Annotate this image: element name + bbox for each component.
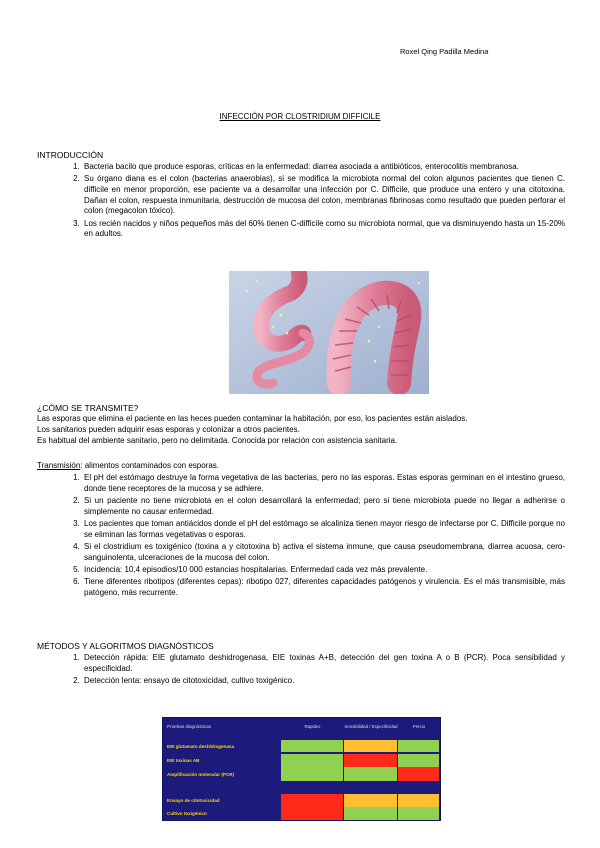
table-row [163,767,440,781]
author-name: Roxel Qing Padilla Medina [400,47,489,56]
table-row [163,794,440,807]
test-name: EIE toxinas AB [167,758,200,763]
test-name: Ensayo de citotoxicidad [167,798,220,803]
table-header-sensitivity: Sensibilidad / Especificidad [344,724,398,729]
rating-cell [281,767,344,781]
test-name: Cultivo toxigénico [167,811,207,816]
list-item: 2. Si un paciente no tiene microbiota en el colon desarrollará la enfermedad; pero si tiene microbiota puede no llegar a adherirse o simplemente no causar enfermedad. [82,496,565,517]
document-title: INFECCIÓN POR CLOSTRIDIUM DIFFICILE [219,112,381,121]
colon-stomach-image [229,271,429,394]
transmission-line: Las esporas que elimina el paciente en las heces pueden contaminar la habitación, por eso, los pacientes están aislados. [37,414,468,423]
table-row [163,754,440,767]
rating-cell [344,781,398,794]
test-name: Amplificación molecular (PCR) [167,771,235,777]
transmission-heading: ¿CÓMO SE TRANSMITE? [37,403,139,413]
list-item: 6. Tiene diferentes ribotipos (diferentes cepas): ribotipo 027, diferentes capacidades patógenos y virulencia. Es el más transmisible, más patógeno, más recurrente. [82,577,565,598]
list-item: 3. Los pacientes que toman antiácidos donde el pH del estómago se alcaliniza tienen mayor riesgo de infectarse por C. Difficile porque no se eliminan las formas vegetativas o esporas. [82,519,565,540]
transmission-label: Transmisión [37,461,81,470]
transmission-subheading [37,461,565,472]
transmission-list [37,473,565,600]
table-header-speed: Rapidez [304,724,321,729]
table-header-price: Precio [412,724,426,729]
transmission-label-rest: : alimentos contaminados con esporas. [80,461,220,470]
diagnostic-table [162,717,441,821]
list-item: 2. Detección lenta: ensayo de citotoxicidad, cultivo toxigénico. [82,676,565,687]
list-item: 1. El pH del estómago destruye la forma vegetativa de las bacterias, pero no las esporas. Estas esporas germinan en el intestino grueso, donde tiene receptores de la mucosa y se adhiere. [82,473,565,494]
test-name [163,781,281,794]
rating-cell [344,754,398,767]
rating-cell [398,794,440,807]
intestine-illustration [229,271,429,394]
list-item: 2. Su órgano diana es el colon (bacterias anaerobias), si se modifica la microbiota normal del colon algunos pacientes que tienen C. difficile en menor proporción, ese paciente va a desarrollar una infección por C. Difficile, que produce una entero y una citotoxina. Dañan el colon, respuesta inmunitaria, destrucción de mucosa del colon, membranas fibrinosas como resultado que pueden perforar el colon (megacolon tóxico). [82,174,565,216]
rating-cell [398,767,440,781]
intro-list [37,162,565,242]
rating-cell [398,754,440,767]
rating-cell [398,807,440,820]
rating-cell [344,767,398,781]
rating-cell [398,740,440,752]
table-header-row [163,718,440,735]
rating-cell [398,781,440,794]
rating-cell [281,740,344,752]
rating-cell [281,807,344,820]
rating-cell [344,794,398,807]
rating-cell [344,740,398,752]
list-item: 3. Los recién nacidos y niños pequeños más del 60% tienen C-difficile como su microbiota normal, que va disminuyendo hasta un 15-20% en adultos. [82,219,565,240]
intro-heading: INTRODUCCIÓN [37,150,104,160]
table-row [163,740,440,752]
rating-cell [281,794,344,807]
methods-heading: MÉTODOS Y ALGORITMOS DIAGNÓSTICOS [37,641,214,651]
table-row [163,807,440,820]
test-name: EIE glutamato deshidrogenasa [167,743,235,749]
rating-cell [281,781,344,794]
transmission-line: Es habitual del ambiente sanitario, pero no delimitada. Conocida por relación con asistencia sanitaria. [37,436,398,445]
transmission-line: Los sanitarios pueden adquirir esas esporas y colonizar a otros pacientes. [37,425,300,434]
list-item: 1. Bacteria bacilo que produce esporas, críticas en la enfermedad: diarrea asociada a antibióticos, enterocolitis membranosa. [82,162,565,173]
methods-list [37,653,565,688]
rating-cell [344,807,398,820]
list-item: 1. Detección rápida: EIE glutamato deshidrogenasa, EIE toxinas A+B, detección del gen toxina A o B (PCR). Poca sensibilidad y especificidad. [82,653,565,674]
table-row [163,781,440,794]
list-item: 4. Si el clostridium es toxigénico (toxina a y citotoxina b) activa el sistema inmune, que causa pseudomembrana, diarrea acuosa, cero-sanguinolenta, ulceraciones de la mucosa del colon. [82,542,565,563]
table-header-tests: Pruebas diagnósticas [167,724,211,729]
list-item: 5. Incidencia: 10,4 episodios/10 000 estancias hospitalarias. Enfermedad cada vez más prevalente. [82,565,565,576]
rating-cell [281,754,344,767]
